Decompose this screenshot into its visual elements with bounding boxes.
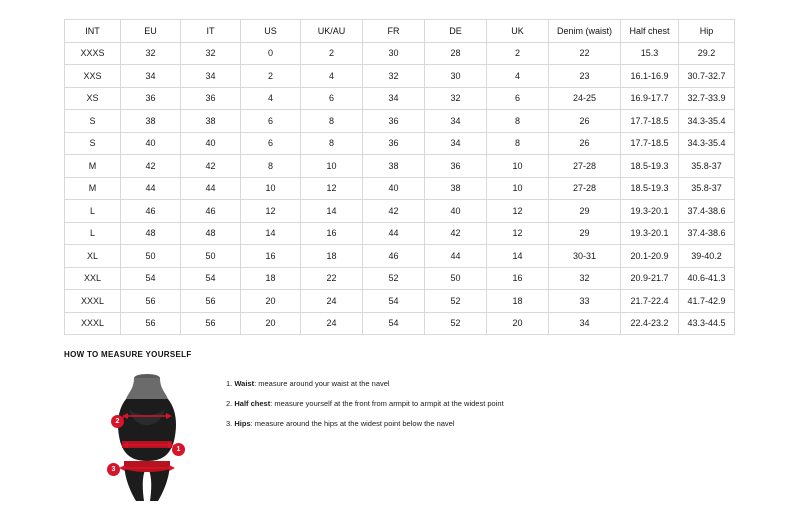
cell-denim-waist: 23 — [549, 65, 621, 88]
column-header-int: INT — [65, 20, 121, 43]
cell-us: 2 — [241, 65, 301, 88]
cell-denim-waist: 29 — [549, 200, 621, 223]
cell-it: 40 — [181, 132, 241, 155]
cell-uk-au: 14 — [301, 200, 363, 223]
cell-us: 6 — [241, 132, 301, 155]
cell-half-chest: 22.4-23.2 — [621, 312, 679, 335]
cell-half-chest: 19.3-20.1 — [621, 222, 679, 245]
measure-note-hips — [226, 419, 504, 428]
cell-hip: 40.6-41.3 — [679, 267, 735, 290]
marker-2-half-chest: 2 — [111, 415, 124, 428]
marker-3-hips: 3 — [107, 463, 120, 476]
measure-note-waist — [226, 379, 504, 388]
cell-uk-au: 24 — [301, 312, 363, 335]
column-header-fr: FR — [363, 20, 425, 43]
cell-it: 38 — [181, 110, 241, 133]
cell-uk-au: 8 — [301, 132, 363, 155]
cell-it: 56 — [181, 290, 241, 313]
note-term-hips: Hips — [234, 419, 251, 428]
cell-de: 38 — [425, 177, 487, 200]
cell-denim-waist: 27-28 — [549, 177, 621, 200]
cell-uk-au: 6 — [301, 87, 363, 110]
cell-denim-waist: 22 — [549, 42, 621, 65]
cell-int: XXXL — [65, 312, 121, 335]
column-header-it: IT — [181, 20, 241, 43]
cell-half-chest: 16.9-17.7 — [621, 87, 679, 110]
cell-eu: 40 — [121, 132, 181, 155]
cell-uk: 8 — [487, 110, 549, 133]
column-header-de: DE — [425, 20, 487, 43]
cell-denim-waist: 27-28 — [549, 155, 621, 178]
cell-uk: 14 — [487, 245, 549, 268]
cell-eu: 54 — [121, 267, 181, 290]
table-row — [65, 65, 735, 88]
cell-hip: 35.8-37 — [679, 155, 735, 178]
cell-eu: 42 — [121, 155, 181, 178]
column-header-hip: Hip — [679, 20, 735, 43]
cell-int: XS — [65, 87, 121, 110]
cell-it: 44 — [181, 177, 241, 200]
cell-uk: 18 — [487, 290, 549, 313]
note-number-1: 1. — [226, 379, 233, 388]
cell-us: 18 — [241, 267, 301, 290]
table-row — [65, 132, 735, 155]
table-row — [65, 312, 735, 335]
cell-de: 32 — [425, 87, 487, 110]
table-row — [65, 42, 735, 65]
cell-half-chest: 17.7-18.5 — [621, 110, 679, 133]
cell-de: 34 — [425, 110, 487, 133]
cell-int: M — [65, 177, 121, 200]
cell-int: M — [65, 155, 121, 178]
cell-int: XXS — [65, 65, 121, 88]
cell-us: 10 — [241, 177, 301, 200]
column-header-denim-waist: Denim (waist) — [549, 20, 621, 43]
cell-int: S — [65, 132, 121, 155]
cell-fr: 34 — [363, 87, 425, 110]
cell-denim-waist: 32 — [549, 267, 621, 290]
cell-it: 42 — [181, 155, 241, 178]
cell-it: 56 — [181, 312, 241, 335]
cell-eu: 56 — [121, 312, 181, 335]
cell-uk-au: 10 — [301, 155, 363, 178]
cell-hip: 43.3-44.5 — [679, 312, 735, 335]
measure-notes-list — [226, 369, 504, 439]
cell-it: 50 — [181, 245, 241, 268]
cell-hip: 29.2 — [679, 42, 735, 65]
cell-eu: 48 — [121, 222, 181, 245]
cell-denim-waist: 34 — [549, 312, 621, 335]
cell-it: 54 — [181, 267, 241, 290]
note-text-hips: : measure around the hips at the widest point below the navel — [250, 419, 455, 428]
column-header-us: US — [241, 20, 301, 43]
cell-us: 12 — [241, 200, 301, 223]
how-to-measure-section — [64, 350, 764, 509]
table-row — [65, 290, 735, 313]
cell-hip: 37.4-38.6 — [679, 200, 735, 223]
cell-fr: 46 — [363, 245, 425, 268]
table-row — [65, 155, 735, 178]
cell-half-chest: 20.9-21.7 — [621, 267, 679, 290]
cell-fr: 32 — [363, 65, 425, 88]
cell-de: 42 — [425, 222, 487, 245]
cell-half-chest: 21.7-22.4 — [621, 290, 679, 313]
table-header-row — [65, 20, 735, 43]
cell-de: 44 — [425, 245, 487, 268]
cell-uk: 12 — [487, 200, 549, 223]
cell-us: 8 — [241, 155, 301, 178]
size-table-body — [65, 42, 735, 335]
cell-de: 52 — [425, 290, 487, 313]
note-text-waist: : measure around your waist at the navel — [254, 379, 390, 388]
cell-uk-au: 4 — [301, 65, 363, 88]
cell-uk: 10 — [487, 177, 549, 200]
cell-uk: 4 — [487, 65, 549, 88]
cell-fr: 36 — [363, 110, 425, 133]
cell-int: L — [65, 200, 121, 223]
cell-hip: 34.3-35.4 — [679, 132, 735, 155]
cell-half-chest: 17.7-18.5 — [621, 132, 679, 155]
cell-fr: 38 — [363, 155, 425, 178]
cell-fr: 36 — [363, 132, 425, 155]
cell-de: 36 — [425, 155, 487, 178]
column-header-eu: EU — [121, 20, 181, 43]
measure-note-half-chest — [226, 399, 504, 408]
cell-us: 16 — [241, 245, 301, 268]
cell-uk: 10 — [487, 155, 549, 178]
cell-fr: 52 — [363, 267, 425, 290]
cell-half-chest: 18.5-19.3 — [621, 177, 679, 200]
cell-fr: 30 — [363, 42, 425, 65]
mannequin-figure-icon — [84, 369, 204, 509]
cell-uk: 2 — [487, 42, 549, 65]
cell-uk-au: 8 — [301, 110, 363, 133]
cell-eu: 44 — [121, 177, 181, 200]
cell-eu: 50 — [121, 245, 181, 268]
note-term-waist: Waist — [234, 379, 255, 388]
cell-hip: 35.8-37 — [679, 177, 735, 200]
cell-eu: 32 — [121, 42, 181, 65]
cell-int: S — [65, 110, 121, 133]
cell-de: 40 — [425, 200, 487, 223]
cell-de: 28 — [425, 42, 487, 65]
cell-hip: 34.3-35.4 — [679, 110, 735, 133]
cell-int: XL — [65, 245, 121, 268]
cell-hip: 41.7-42.9 — [679, 290, 735, 313]
cell-us: 14 — [241, 222, 301, 245]
column-header-uk-au: UK/AU — [301, 20, 363, 43]
cell-us: 20 — [241, 290, 301, 313]
cell-eu: 34 — [121, 65, 181, 88]
cell-half-chest: 15.3 — [621, 42, 679, 65]
cell-fr: 42 — [363, 200, 425, 223]
cell-half-chest: 19.3-20.1 — [621, 200, 679, 223]
table-row — [65, 222, 735, 245]
cell-uk-au: 24 — [301, 290, 363, 313]
how-to-measure-body — [64, 369, 764, 509]
cell-eu: 56 — [121, 290, 181, 313]
cell-fr: 54 — [363, 290, 425, 313]
cell-hip: 30.7-32.7 — [679, 65, 735, 88]
cell-int: L — [65, 222, 121, 245]
cell-uk-au: 18 — [301, 245, 363, 268]
column-header-uk: UK — [487, 20, 549, 43]
cell-us: 4 — [241, 87, 301, 110]
cell-uk: 16 — [487, 267, 549, 290]
cell-uk-au: 12 — [301, 177, 363, 200]
table-row — [65, 267, 735, 290]
cell-it: 34 — [181, 65, 241, 88]
cell-de: 50 — [425, 267, 487, 290]
mannequin-illustration — [84, 369, 204, 509]
cell-uk-au: 22 — [301, 267, 363, 290]
cell-uk-au: 2 — [301, 42, 363, 65]
cell-fr: 40 — [363, 177, 425, 200]
table-row — [65, 110, 735, 133]
cell-de: 52 — [425, 312, 487, 335]
cell-denim-waist: 26 — [549, 110, 621, 133]
cell-half-chest: 16.1-16.9 — [621, 65, 679, 88]
cell-it: 32 — [181, 42, 241, 65]
cell-uk: 8 — [487, 132, 549, 155]
table-row — [65, 177, 735, 200]
cell-eu: 46 — [121, 200, 181, 223]
cell-hip: 37.4-38.6 — [679, 222, 735, 245]
cell-half-chest: 20.1-20.9 — [621, 245, 679, 268]
cell-it: 46 — [181, 200, 241, 223]
cell-denim-waist: 33 — [549, 290, 621, 313]
note-text-half-chest: : measure yourself at the front from armpit to armpit at the widest point — [270, 399, 504, 408]
cell-uk: 12 — [487, 222, 549, 245]
cell-hip: 39-40.2 — [679, 245, 735, 268]
cell-int: XXL — [65, 267, 121, 290]
table-row — [65, 200, 735, 223]
cell-de: 30 — [425, 65, 487, 88]
cell-us: 6 — [241, 110, 301, 133]
how-to-measure-title: HOW TO MEASURE YOURSELF — [64, 350, 192, 359]
cell-int: XXXL — [65, 290, 121, 313]
note-term-half-chest: Half chest — [234, 399, 271, 408]
cell-half-chest: 18.5-19.3 — [621, 155, 679, 178]
cell-int: XXXS — [65, 42, 121, 65]
cell-eu: 36 — [121, 87, 181, 110]
cell-denim-waist: 24-25 — [549, 87, 621, 110]
cell-hip: 32.7-33.9 — [679, 87, 735, 110]
cell-it: 36 — [181, 87, 241, 110]
cell-uk-au: 16 — [301, 222, 363, 245]
cell-uk: 6 — [487, 87, 549, 110]
cell-fr: 54 — [363, 312, 425, 335]
cell-it: 48 — [181, 222, 241, 245]
note-number-3: 3. — [226, 419, 233, 428]
cell-eu: 38 — [121, 110, 181, 133]
cell-us: 20 — [241, 312, 301, 335]
size-table-head — [65, 20, 735, 43]
cell-de: 34 — [425, 132, 487, 155]
note-number-2: 2. — [226, 399, 233, 408]
cell-denim-waist: 30-31 — [549, 245, 621, 268]
table-row — [65, 245, 735, 268]
table-row — [65, 87, 735, 110]
cell-denim-waist: 29 — [549, 222, 621, 245]
column-header-half-chest: Half chest — [621, 20, 679, 43]
size-table — [64, 19, 735, 335]
cell-denim-waist: 26 — [549, 132, 621, 155]
cell-us: 0 — [241, 42, 301, 65]
cell-fr: 44 — [363, 222, 425, 245]
cell-uk: 20 — [487, 312, 549, 335]
marker-1-waist: 1 — [172, 443, 185, 456]
size-table-container — [64, 19, 734, 335]
